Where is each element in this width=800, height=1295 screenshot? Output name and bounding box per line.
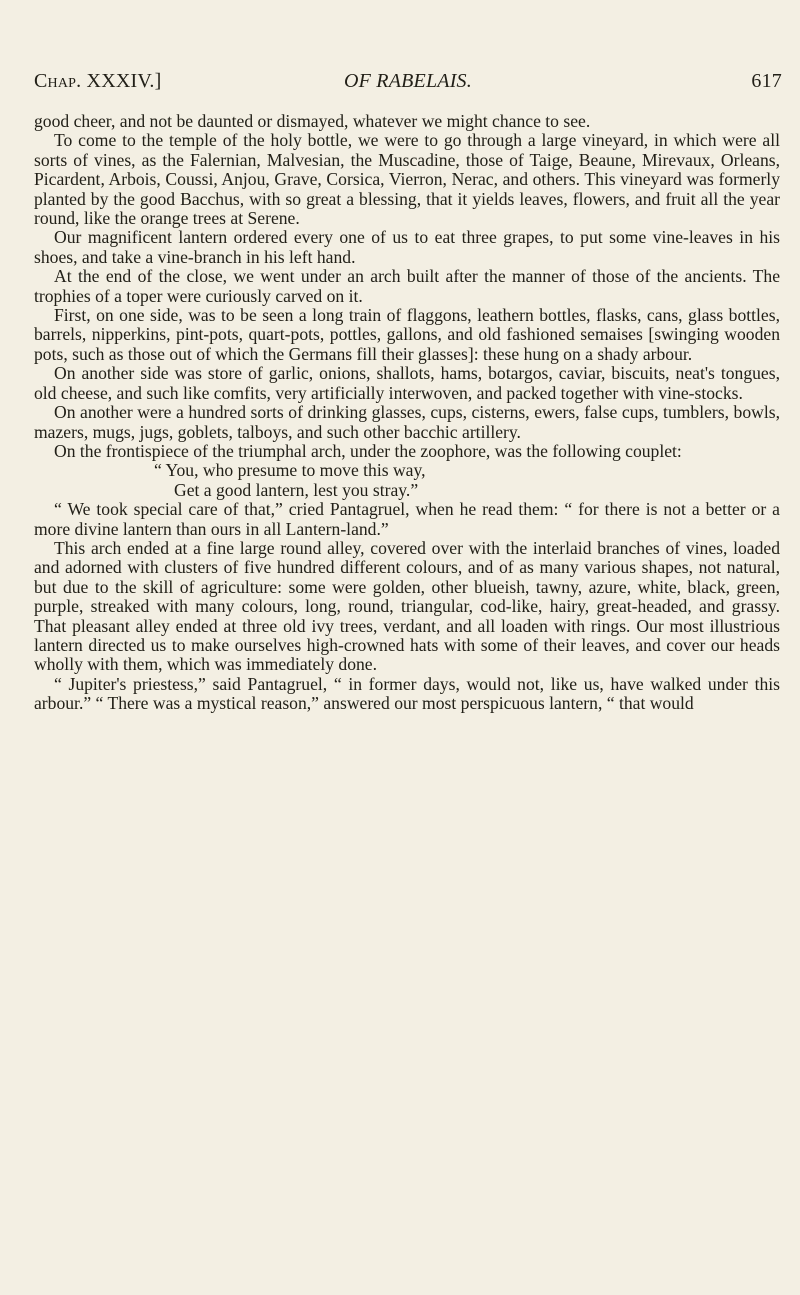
chapter-label: Chap. XXXIV.]	[34, 70, 162, 92]
paragraph: On the frontispiece of the triumphal arch, under the zoophore, was the following couplet:	[54, 440, 682, 461]
running-title: OF RABELAIS.	[344, 70, 472, 92]
paragraph: “ Jupiter's priestess,” said Pantagruel, “ in former days, would not, like us, have walked under this arbour.” “ There was a mystical reason,” answered our most perspicuous lantern, “ that would	[34, 673, 780, 714]
paragraph: To come to the temple of the holy bottle, we were to go through a large vineyard, in which were all sorts of vines, as the Falernian, Malvesian, the Muscadine, those of Taige, Beaune, Mirevaux, Orleans, Picardent, Arbois, Coussi, Anjou, Grave, Corsica, Vierron, Nerac, and others. This vineyard was formerly planted by the good Bacchus, with so great a blessing, that it yields leaves, flowers, and fruit all the year round, like the orange trees at Serene.	[34, 130, 780, 229]
paragraph: good cheer, and not be daunted or dismayed, whatever we might chance to see.	[34, 111, 591, 131]
paragraph: On another were a hundred sorts of drinking glasses, cups, cisterns, ewers, false cups, tumblers, bowls, mazers, mugs, jugs, goblets, talboys, and such other bacchic artillery.	[34, 402, 780, 442]
paragraph: Our magnificent lantern ordered every one of us to eat three grapes, to put some vine-leaves in his shoes, and take a vine-branch in his left hand.	[34, 227, 780, 267]
paragraph: “ We took special care of that,” cried Pantagruel, when he read them: “ for there is not a better or a more divine lantern than ours in all Lantern-land.”	[34, 499, 780, 539]
paragraph: First, on one side, was to be seen a long train of flaggons, leathern bottles, flasks, cans, glass bottles, barrels, nipperkins, pint-pots, quart-pots, pottles, gallons, and old fashioned semaises [swinging wooden pots, such as those out of which the Germans fill their glasses]: these hung on a shady arbour.	[34, 305, 780, 364]
paragraph: At the end of the close, we went under an arch built after the manner of those of the ancients. The trophies of a toper were curiously carved on it.	[34, 266, 780, 306]
couplet-line: “ You, who presume to move this way,	[154, 460, 426, 481]
page-number: 617	[751, 70, 782, 92]
couplet	[34, 461, 780, 500]
body-text	[34, 112, 780, 714]
running-header	[34, 70, 782, 98]
paragraph: This arch ended at a fine large round alley, covered over with the interlaid branches of vines, loaded and adorned with clusters of five hundred different colours, and of as many various shapes, not natural, but due to the skill of agriculture: some were golden, other blueish, tawny, azure, white, black, green, purple, streaked with many colours, long, round, triangular, cod-like, hairy, great-headed, and grassy. That pleasant alley ended at three old ivy trees, verdant, and all loaden with rings. Our most illustrious lantern directed us to make ourselves high-crowned hats with some of their leaves, and cover our heads wholly with them, which was immediately done.	[34, 537, 780, 675]
paragraph: On another side was store of garlic, onions, shallots, hams, botargos, caviar, biscuits, neat's tongues, old cheese, and such like comfits, very artificially interwoven, and packed together with vine-stocks.	[34, 363, 780, 403]
couplet-line: Get a good lantern, lest you stray.”	[174, 479, 419, 500]
